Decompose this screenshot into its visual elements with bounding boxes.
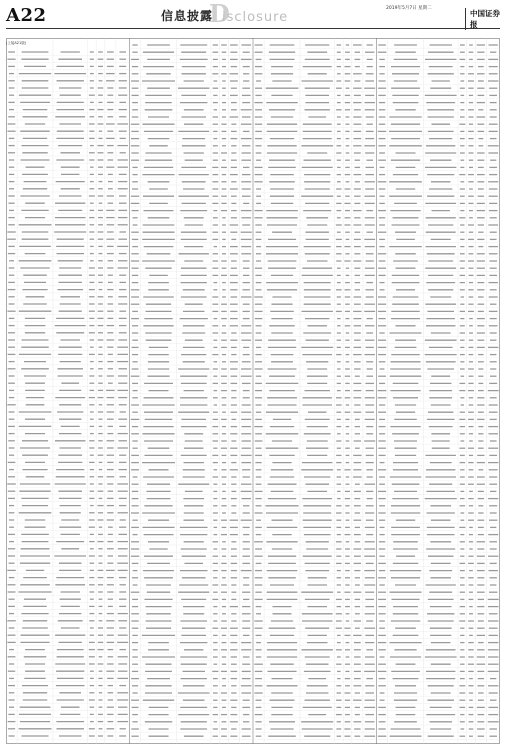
disclosure-table	[6, 38, 500, 744]
table-title: (上接A21版)	[6, 41, 27, 45]
issue-date: 2019年5月7日 星期二	[386, 6, 432, 11]
section-initial: D	[209, 0, 230, 28]
section-subtitle: isclosure	[222, 10, 289, 25]
page-number: A22	[6, 5, 47, 26]
header-rule	[6, 28, 500, 29]
masthead	[0, 0, 506, 30]
newspaper-logo: 中国证券报	[465, 8, 506, 30]
section-title: 信息披露	[161, 9, 214, 23]
